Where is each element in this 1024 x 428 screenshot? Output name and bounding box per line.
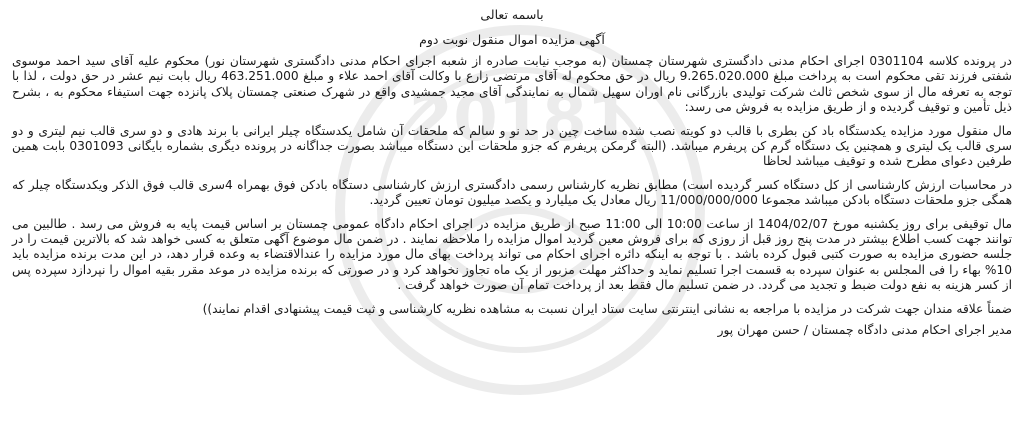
case-details-paragraph: در پرونده کلاسه 0301104 اجرای احکام مدنی دادگستری شهرستان چمستان (به موجب نیابت صادره از شعبه اجرای احکام مدنی دادگستری شهرستان نور) محکوم علیه آقای سید احمد موسوی شفتی فرزند تقی محکوم است به پرداخت مبلغ 9.265.020.000 ریال در حق محکوم له آقای مرتضی زارع با وکالت آقای احمد علاء و مبلغ 463.251.000 ریال بابت نیم عشر در حق دولت ، لذا با توجه به تعرفه مال از سوی شخص ثالث شرکت تولیدی بازرگانی نام اوران سهیل شمال به نمایندگی آقای مجید جمشیدی واقع در شهرک صنعتی چمستان پلاک پانزده جهت استیفاء محکوم به ، بشرح ذیل تأمین و توقیف گردیده و از طریق مزایده به فروش می رسد: xyxy=(12,54,1012,115)
signature-line: مدیر اجرای احکام مدنی دادگاه چمستان / حسن مهران پور xyxy=(717,323,1012,338)
property-description-paragraph: مال منقول مورد مزایده یکدستگاه باد کن بطری با قالب دو کویته نصب شده ساخت چین در حد نو و سالم که ملحقات آن شامل یکدستگاه چیلر ایرانی با برند هادی و دو سری قالب نیم لیتری و دو سری قالب یک لیتری و همچنین یک دستگاه گرم کن پریفرم میباشد. (البته گرمکن پریفرم که جزو ملحقات این دستگاه میباشد بصورت جداگانه در پرونده دیگری بشماره بایگانی 0301093 بابت همین طرفین دعوای مطرح شده و توقیف میباشد لحاظا xyxy=(12,123,1012,169)
appraisal-paragraph: در محاسبات ارزش کارشناسی از کل دستگاه کسر گردیده است) مطابق نظریه کارشناس رسمی دادگستری ارزش کارشناسی دستگاه بادکن فوق بهمراه 4سری قالب فوق الذکر ویکدستگاه چیلر که همگی جزو ملحقات دستگاه بادکن میباشد مجموعا 11/000/000/000 ریال معادل یک میلیارد و یکصد میلیون تومان تعیین گردید. xyxy=(12,177,1012,208)
watermark-text: 20181 xyxy=(408,82,632,156)
online-participation-note: ضمناً علاقه مندان جهت شرکت در مزایده با مراجعه به نشانی اینترنتی سایت ستاد ایران نسبت به مشاهده نظریه کارشناسی و ثبت قیمت پیشنهادی اقدام نمایند)) xyxy=(202,301,1012,316)
invocation-heading: باسمه تعالی xyxy=(480,7,544,22)
auction-terms-paragraph: مال توقیفی برای روز یکشنبه مورخ 1404/02/07 از ساعت 10:00 الی 11:00 صبح از طریق مزایده در اجرای احکام دادگاه عمومی چمستان بر اساس قیمت پایه به فروش می رسد . طالبین می توانند جهت کسب اطلاع بیشتر در مدت پنج روز قبل از روزی که برای فروش معین گردید اموال مزایده را ملاحظه نمایند . در ضمن مال موضوع آگهی متعلق به کسی خواهد شد که بالاترین قیمت را در جلسه حضوری مزایده به صورت کتبی قبول کرده باشد . با توجه به اینکه دائره اجرای احکام می تواند پرداخت بهای مال مورد مزایده را عندالاقتضاء به وعده قرار دهد، در این مدت برنده مزایده باید 10% بهاء را فی المجلس به عنوان سپرده به قسمت اجرا تسلیم نماید و حداکثر مهلت مزبور از یک ماه تجاوز نخواهد کرد و در صورتی که برنده مزایده در موعد مقرر بقیه اموال را نپردازد سپرده پس از کسر هزینه به نفع دولت ضبط و تجدید می گردد. در ضمن تسلیم مال فقط بعد از پرداخت تمام آن صورت خواهد گرفت . xyxy=(12,216,1013,293)
notice-title: آگهی مزایده اموال منقول نوبت دوم xyxy=(419,32,605,47)
